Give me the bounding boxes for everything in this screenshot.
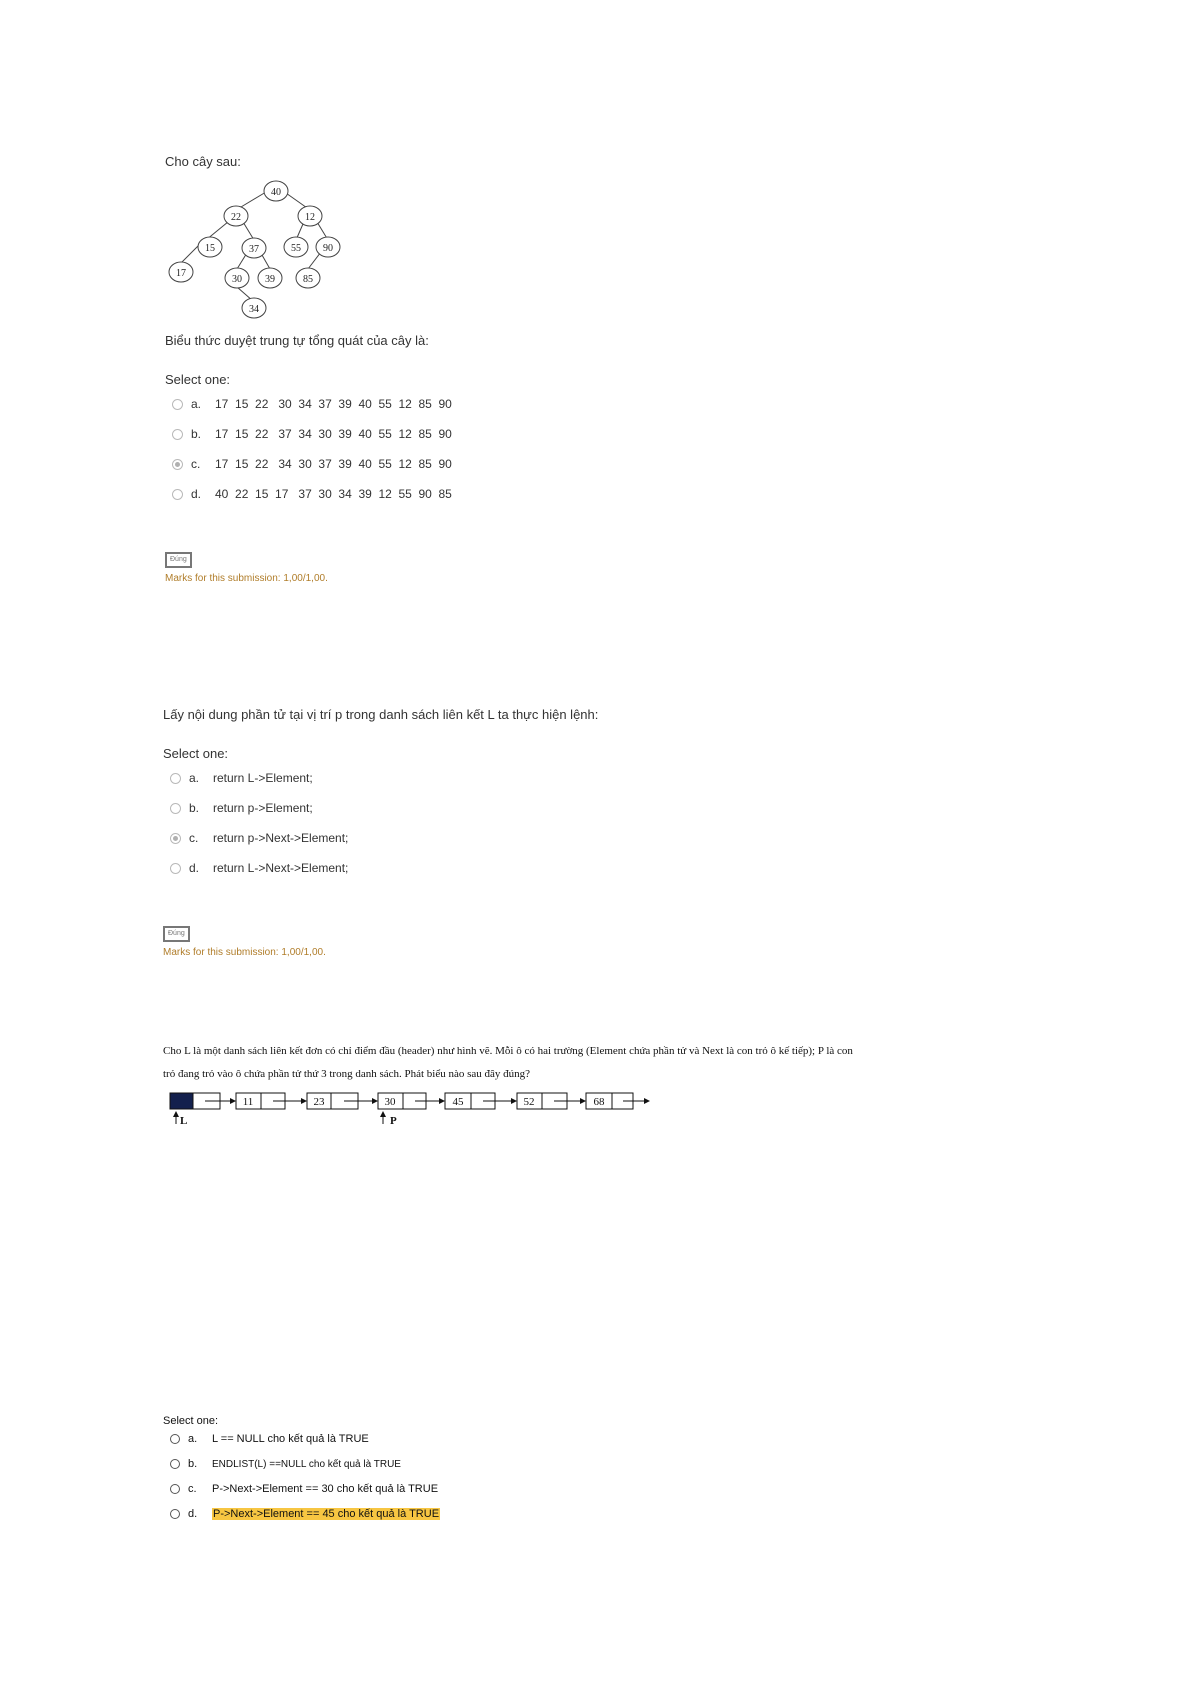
option-text: return p->Element; bbox=[213, 801, 313, 815]
tree-node-label: 85 bbox=[303, 274, 313, 285]
list-node-value: 68 bbox=[593, 1096, 605, 1108]
radio-button[interactable] bbox=[172, 489, 183, 500]
list-header-element bbox=[170, 1093, 193, 1109]
pointer-P-label: P bbox=[390, 1115, 397, 1126]
tree-node-label: 37 bbox=[249, 244, 259, 255]
option-text: 17 15 22 37 34 30 39 40 55 12 85 90 bbox=[215, 427, 452, 441]
tree-node-label: 17 bbox=[176, 268, 186, 279]
radio-button-selected[interactable] bbox=[170, 833, 181, 844]
q1-option-c[interactable] bbox=[172, 457, 452, 471]
q2-marks: Marks for this submission: 1,00/1,00. bbox=[163, 947, 326, 958]
tree-node-label: 40 bbox=[271, 187, 281, 198]
correct-badge: Đúng bbox=[163, 926, 190, 942]
q2-question: Lấy nội dung phần tử tại vị trí p trong danh sách liên kết L ta thực hiện lệnh: bbox=[163, 707, 599, 722]
q1-option-a[interactable] bbox=[172, 397, 452, 411]
pointer-L-label: L bbox=[180, 1115, 188, 1126]
option-letter: a. bbox=[188, 1433, 198, 1445]
q1-question: Biểu thức duyệt trung tự tổng quát của cây là: bbox=[165, 333, 429, 348]
tree-node-label: 90 bbox=[323, 243, 333, 254]
q1-marks: Marks for this submission: 1,00/1,00. bbox=[165, 573, 328, 584]
radio-button[interactable] bbox=[170, 803, 181, 814]
tree-node-label: 30 bbox=[232, 274, 242, 285]
radio-button[interactable] bbox=[172, 429, 183, 440]
list-node-value: 30 bbox=[384, 1096, 396, 1108]
option-text-highlighted: P->Next->Element == 45 cho kết quả là TRUE bbox=[213, 1508, 440, 1520]
correct-badge: Đúng bbox=[165, 552, 192, 568]
q1-prompt: Cho cây sau: bbox=[165, 154, 241, 169]
q3-option-d[interactable] bbox=[170, 1508, 440, 1520]
list-node-value: 45 bbox=[452, 1096, 464, 1108]
q1-option-d[interactable] bbox=[172, 487, 452, 501]
option-letter: c. bbox=[188, 1483, 197, 1495]
q3-question: Cho L là một danh sách liên kết đơn có chỉ điểm đầu (header) như hình vẽ. Mỗi ô có hai trường (Element chứa phần tử và Next là con trỏ ô kế tiếp); P là con trỏ đang trỏ vào ô chứa phần tử thứ 3 trong danh sách. Phát biểu nào sau đây đúng? bbox=[163, 1045, 853, 1080]
list-node-value: 52 bbox=[523, 1096, 535, 1108]
option-text: ENDLIST(L) ==NULL cho kết quả là TRUE bbox=[212, 1458, 401, 1470]
option-letter: b. bbox=[191, 427, 202, 441]
option-text: return L->Next->Element; bbox=[213, 861, 349, 875]
binary-tree-diagram bbox=[160, 170, 360, 325]
radio-button[interactable] bbox=[170, 1509, 180, 1519]
option-letter: d. bbox=[188, 1508, 198, 1520]
option-text: P->Next->Element == 30 cho kết quả là TRUE bbox=[212, 1483, 439, 1495]
q1-option-b[interactable] bbox=[172, 427, 452, 441]
tree-node-label: 12 bbox=[305, 212, 315, 223]
q3-select-label: Select one: bbox=[163, 1415, 219, 1427]
radio-button[interactable] bbox=[170, 1434, 180, 1444]
list-node-value: 11 bbox=[242, 1096, 254, 1108]
option-letter: c. bbox=[191, 457, 201, 471]
q2-option-b[interactable] bbox=[170, 801, 313, 815]
option-letter: a. bbox=[191, 397, 202, 411]
option-letter: d. bbox=[191, 487, 202, 501]
option-text: 40 22 15 17 37 30 34 39 12 55 90 85 bbox=[215, 487, 452, 501]
list-node-value: 23 bbox=[313, 1096, 325, 1108]
q2-option-a[interactable] bbox=[170, 771, 313, 785]
q3-option-c[interactable] bbox=[170, 1483, 438, 1495]
option-text: L == NULL cho kết quả là TRUE bbox=[212, 1433, 369, 1445]
option-text: return p->Next->Element; bbox=[213, 831, 349, 845]
option-text: return L->Element; bbox=[213, 771, 313, 785]
tree-node-label: 22 bbox=[231, 212, 241, 223]
q2-option-d[interactable] bbox=[170, 861, 348, 875]
tree-node-label: 39 bbox=[265, 274, 275, 285]
radio-button[interactable] bbox=[170, 1459, 180, 1469]
option-letter: b. bbox=[189, 801, 200, 815]
radio-button[interactable] bbox=[170, 863, 181, 874]
option-letter: c. bbox=[189, 831, 199, 845]
tree-node-label: 55 bbox=[291, 243, 301, 254]
radio-button[interactable] bbox=[170, 1484, 180, 1494]
tree-node-label: 15 bbox=[205, 243, 215, 254]
q3-option-a[interactable] bbox=[170, 1433, 369, 1445]
q2-option-c[interactable] bbox=[170, 831, 348, 845]
option-letter: a. bbox=[189, 771, 200, 785]
q1-select-label: Select one: bbox=[165, 372, 231, 387]
option-text: 17 15 22 34 30 37 39 40 55 12 85 90 bbox=[215, 457, 452, 471]
radio-button[interactable] bbox=[172, 399, 183, 410]
radio-button[interactable] bbox=[170, 773, 181, 784]
option-text: 17 15 22 30 34 37 39 40 55 12 85 90 bbox=[215, 397, 452, 411]
option-letter: b. bbox=[188, 1458, 198, 1470]
tree-node-label: 34 bbox=[249, 304, 259, 315]
radio-button-selected[interactable] bbox=[172, 459, 183, 470]
q2-select-label: Select one: bbox=[163, 746, 229, 761]
linked-list-diagram bbox=[165, 1090, 665, 1126]
q3-option-b[interactable] bbox=[170, 1458, 401, 1470]
option-letter: d. bbox=[189, 861, 200, 875]
